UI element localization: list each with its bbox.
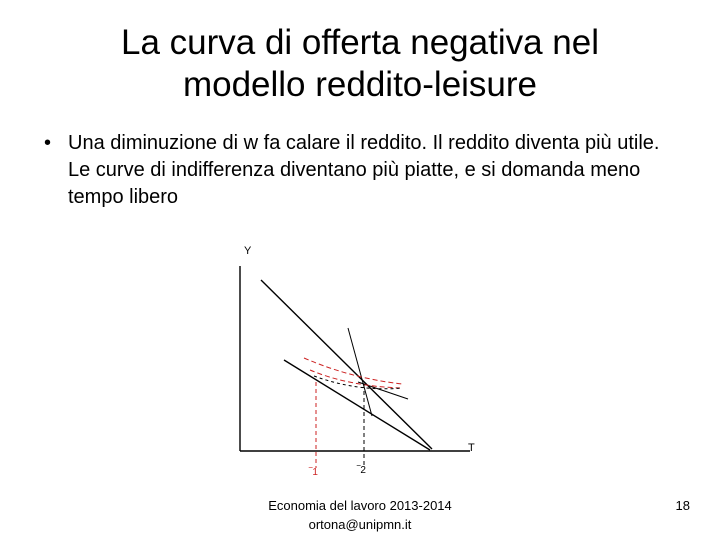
title-line-2: modello reddito-leisure	[182, 65, 538, 104]
leisure-label-2: ‾2	[357, 465, 366, 476]
slide-title	[40, 22, 680, 106]
title-line-1: La curva di offerta negativa nel	[120, 23, 599, 62]
footer-course: Economia del lavoro 2013-2014	[268, 498, 452, 513]
budget-line-new	[284, 360, 430, 450]
leisure-label-1: ‾1	[309, 467, 318, 478]
bullet-text: Una diminuzione di w fa calare il reddito. Il reddito diventa più utile. Le curve di indifferenza diventano più piatte, e si domanda meno tempo libero	[68, 132, 660, 208]
footer-email: ortona@unipmn.it	[308, 517, 412, 532]
tangent-segment-steep	[348, 328, 372, 416]
y-axis-label: Y	[244, 245, 252, 257]
budget-line-initial	[261, 280, 432, 449]
bullet-dot: •	[44, 132, 52, 154]
bullet-point	[44, 130, 684, 211]
income-leisure-diagram	[230, 236, 490, 486]
page-number: 18	[675, 498, 690, 513]
x-axis-label: T	[468, 442, 475, 454]
footer	[240, 496, 480, 534]
